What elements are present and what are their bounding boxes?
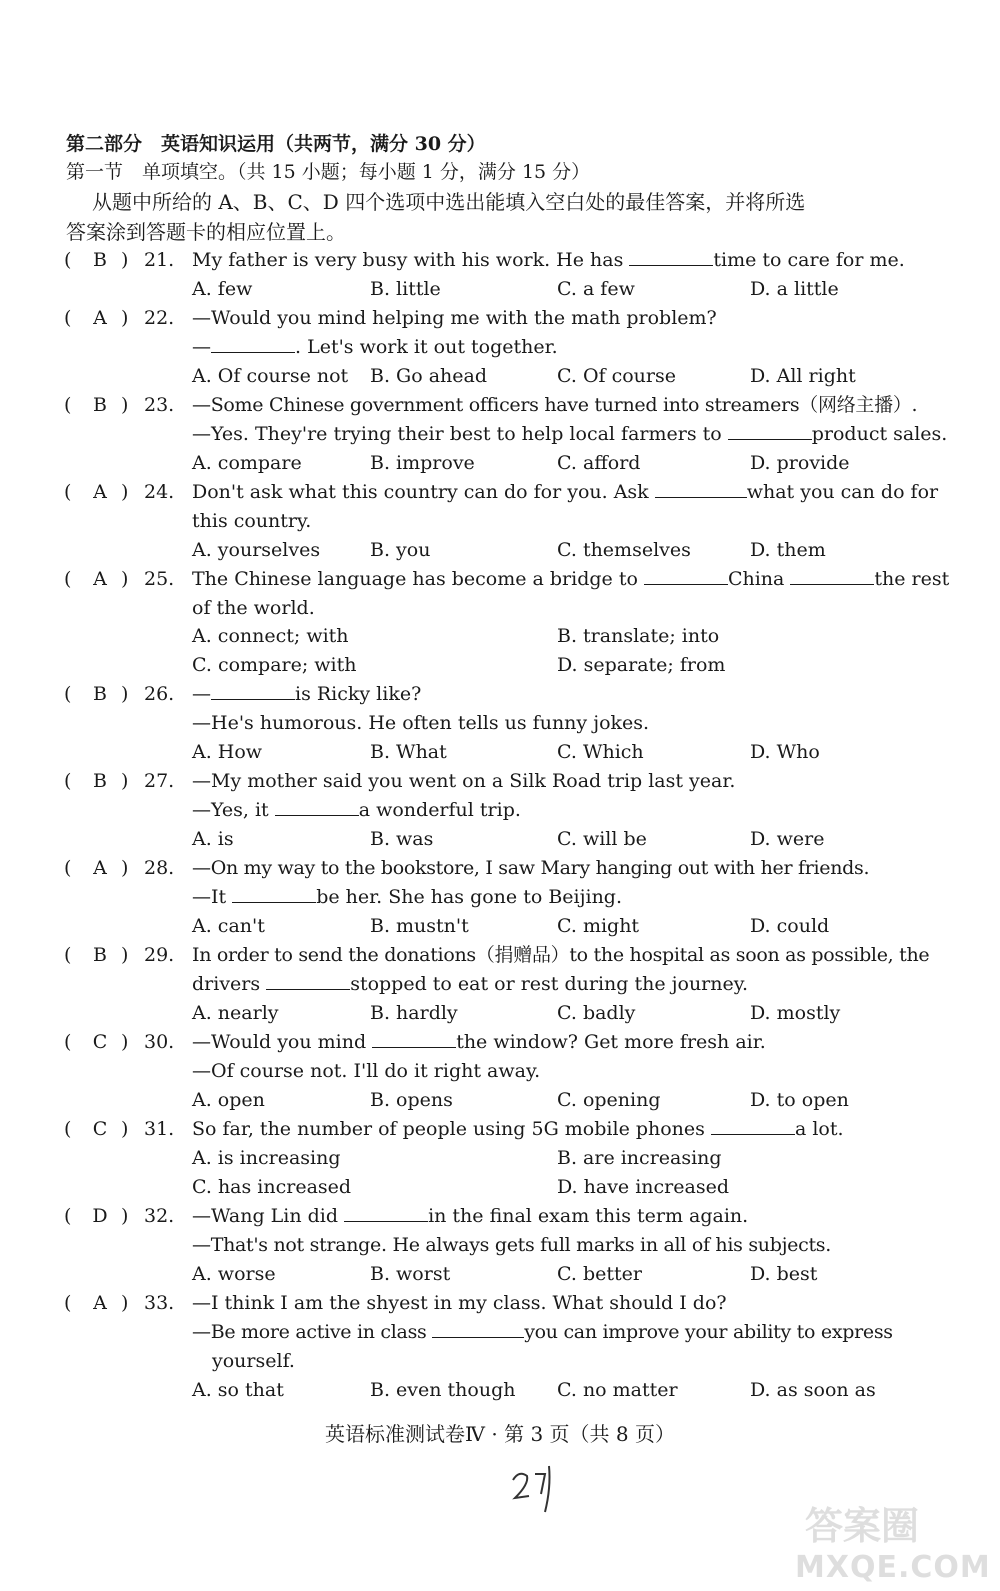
option-a: A. so that	[192, 1379, 284, 1401]
option-b: B. Go ahead	[370, 365, 487, 387]
question-25-line-1: ( A ) 25. The Chinese language has become a bridge to China the rest	[64, 568, 950, 590]
option-b: B. improve	[370, 452, 475, 474]
question-22-options	[0, 362, 1000, 390]
question-31-line-1: ( C ) 31. So far, the number of people using 5G mobile phones a lot.	[64, 1118, 844, 1140]
option-c: C. a few	[557, 278, 635, 300]
question-32-options	[0, 1260, 1000, 1288]
answer-blank	[344, 1203, 428, 1222]
question-29-options	[0, 999, 1000, 1027]
question-25-line-2: of the world.	[192, 597, 315, 619]
answer-blank	[275, 797, 359, 816]
option-b: B. are increasing	[557, 1147, 722, 1169]
option-c: C. no matter	[557, 1379, 678, 1401]
question-26-line-1: ( B ) 26. — is Ricky like?	[64, 683, 422, 705]
option-d: D. mostly	[750, 1002, 841, 1024]
handwritten-page-number	[505, 1460, 565, 1520]
option-c: C. opening	[557, 1089, 661, 1111]
question-29-line-2: drivers stopped to eat or rest during the journey.	[192, 973, 748, 995]
option-c: C. will be	[557, 828, 647, 850]
answer-blank	[728, 421, 812, 440]
answer-blank	[211, 334, 295, 353]
question-33-line-3: yourself.	[212, 1350, 295, 1372]
question-26-options	[0, 738, 1000, 766]
question-28-options	[0, 912, 1000, 940]
question-29-line-1: ( B ) 29. In order to send the donations（捐赠品）to the hospital as soon as possible, the	[64, 944, 930, 966]
option-b: B. little	[370, 278, 441, 300]
option-a: A. Of course not	[192, 365, 349, 387]
answer-blank	[711, 1116, 795, 1135]
answer-blank	[432, 1319, 524, 1338]
option-c: C. themselves	[557, 539, 691, 561]
part-heading: 第二部分 英语知识运用（共两节，满分 30 分）	[66, 133, 486, 155]
question-23-line-1: ( B ) 23. —Some Chinese government officers have turned into streamers（网络主播）.	[64, 394, 918, 416]
option-a: A. is increasing	[192, 1147, 341, 1169]
question-23-options	[0, 449, 1000, 477]
option-b: B. What	[370, 741, 447, 763]
option-d: D. best	[750, 1263, 818, 1285]
answer-blank	[644, 566, 728, 585]
option-b: B. worst	[370, 1263, 451, 1285]
option-b: B. mustn't	[370, 915, 469, 937]
option-a: A. worse	[192, 1263, 276, 1285]
option-a: A. can't	[192, 915, 265, 937]
question-27-line-1: ( B ) 27. —My mother said you went on a Silk Road trip last year.	[64, 770, 736, 792]
site-watermark: 答案圈 MXQE.COM	[795, 1504, 991, 1585]
question-30-line-2: —Of course not. I'll do it right away.	[192, 1060, 541, 1082]
option-d: D. them	[750, 539, 826, 561]
option-a: A. open	[192, 1089, 265, 1111]
question-22-line-2: — . Let's work it out together.	[192, 336, 558, 358]
question-31-options-cd	[0, 1173, 1000, 1201]
answer-blank	[790, 566, 874, 585]
instruction-line-1: 从题中所给的 A、B、C、D 四个选项中选出能填入空白处的最佳答案，并将所选	[92, 190, 806, 214]
question-23-line-2: —Yes. They're trying their best to help local farmers to product sales.	[192, 423, 948, 445]
option-a: A. few	[192, 278, 253, 300]
option-b: B. opens	[370, 1089, 453, 1111]
option-a: A. yourselves	[192, 539, 321, 561]
page-footer: 英语标准测试卷Ⅳ · 第 3 页（共 8 页）	[325, 1422, 675, 1446]
question-31-options-ab	[0, 1144, 1000, 1172]
answer-blank	[211, 681, 295, 700]
question-32-line-2: —That's not strange. He always gets full marks in all of his subjects.	[192, 1234, 831, 1256]
question-21-line-1: ( B ) 21. My father is very busy with his work. He has time to care for me.	[0, 246, 1000, 274]
question-27-line-2: —Yes, it a wonderful trip.	[192, 799, 521, 821]
question-30-line-1: ( C ) 30. —Would you mind the window? Get more fresh air.	[64, 1031, 766, 1053]
question-25-options-cd	[0, 651, 1000, 679]
question-26-line-2: —He's humorous. He often tells us funny jokes.	[192, 712, 650, 734]
question-32-line-1: ( D ) 32. —Wang Lin did in the final exam this term again.	[64, 1205, 749, 1227]
option-d: D. provide	[750, 452, 850, 474]
answer-blank	[372, 1029, 456, 1048]
question-33-line-1: ( A ) 33. —I think I am the shyest in my class. What should I do?	[64, 1292, 727, 1314]
option-b: B. translate; into	[557, 625, 720, 647]
section-heading: 第一节 单项填空。（共 15 小题；每小题 1 分，满分 15 分）	[66, 161, 591, 183]
question-33-line-2: —Be more active in class you can improve your ability to express	[192, 1321, 893, 1343]
question-28-line-2: —It be her. She has gone to Beijing.	[192, 886, 623, 908]
option-c: C. compare; with	[192, 654, 357, 676]
option-d: D. All right	[750, 365, 856, 387]
question-27-options	[0, 825, 1000, 853]
question-30-options	[0, 1086, 1000, 1114]
answer-blank	[629, 247, 713, 266]
question-25-options-ab	[0, 622, 1000, 650]
question-33-options	[0, 1376, 1000, 1404]
option-d: D. were	[750, 828, 825, 850]
option-c: C. better	[557, 1263, 642, 1285]
question-21-options	[0, 275, 1000, 303]
option-c: C. badly	[557, 1002, 636, 1024]
option-b: B. even though	[370, 1379, 516, 1401]
answer-blank	[266, 971, 350, 990]
option-b: B. was	[370, 828, 434, 850]
instruction-line-2: 答案涂到答题卡的相应位置上。	[66, 220, 346, 244]
question-24-line-1: ( A ) 24. Don't ask what this country can do for you. Ask what you can do for	[64, 481, 939, 503]
option-d: D. separate; from	[557, 654, 726, 676]
option-c: C. afford	[557, 452, 641, 474]
option-d: D. to open	[750, 1089, 849, 1111]
question-24-line-2: this country.	[192, 510, 312, 532]
option-a: A. is	[192, 828, 234, 850]
option-d: D. a little	[750, 278, 839, 300]
option-b: B. hardly	[370, 1002, 458, 1024]
question-24-options	[0, 536, 1000, 564]
question-28-line-1: ( A ) 28. —On my way to the bookstore, I saw Mary hanging out with her friends.	[64, 857, 870, 879]
option-d: D. have increased	[557, 1176, 729, 1198]
answer-blank	[655, 479, 747, 498]
option-c: C. might	[557, 915, 640, 937]
option-a: A. compare	[192, 452, 302, 474]
option-c: C. Which	[557, 741, 644, 763]
question-stem: My father is very busy with his work. He has time to care for me.	[192, 249, 905, 271]
option-c: C. has increased	[192, 1176, 352, 1198]
question-22-line-1: ( A ) 22. —Would you mind helping me with the math problem?	[64, 307, 717, 329]
option-c: C. Of course	[557, 365, 676, 387]
option-b: B. you	[370, 539, 431, 561]
option-d: D. Who	[750, 741, 820, 763]
option-d: D. as soon as	[750, 1379, 876, 1401]
option-a: A. How	[192, 741, 263, 763]
option-d: D. could	[750, 915, 830, 937]
option-a: A. connect; with	[192, 625, 349, 647]
option-a: A. nearly	[192, 1002, 279, 1024]
answer-blank	[232, 884, 316, 903]
